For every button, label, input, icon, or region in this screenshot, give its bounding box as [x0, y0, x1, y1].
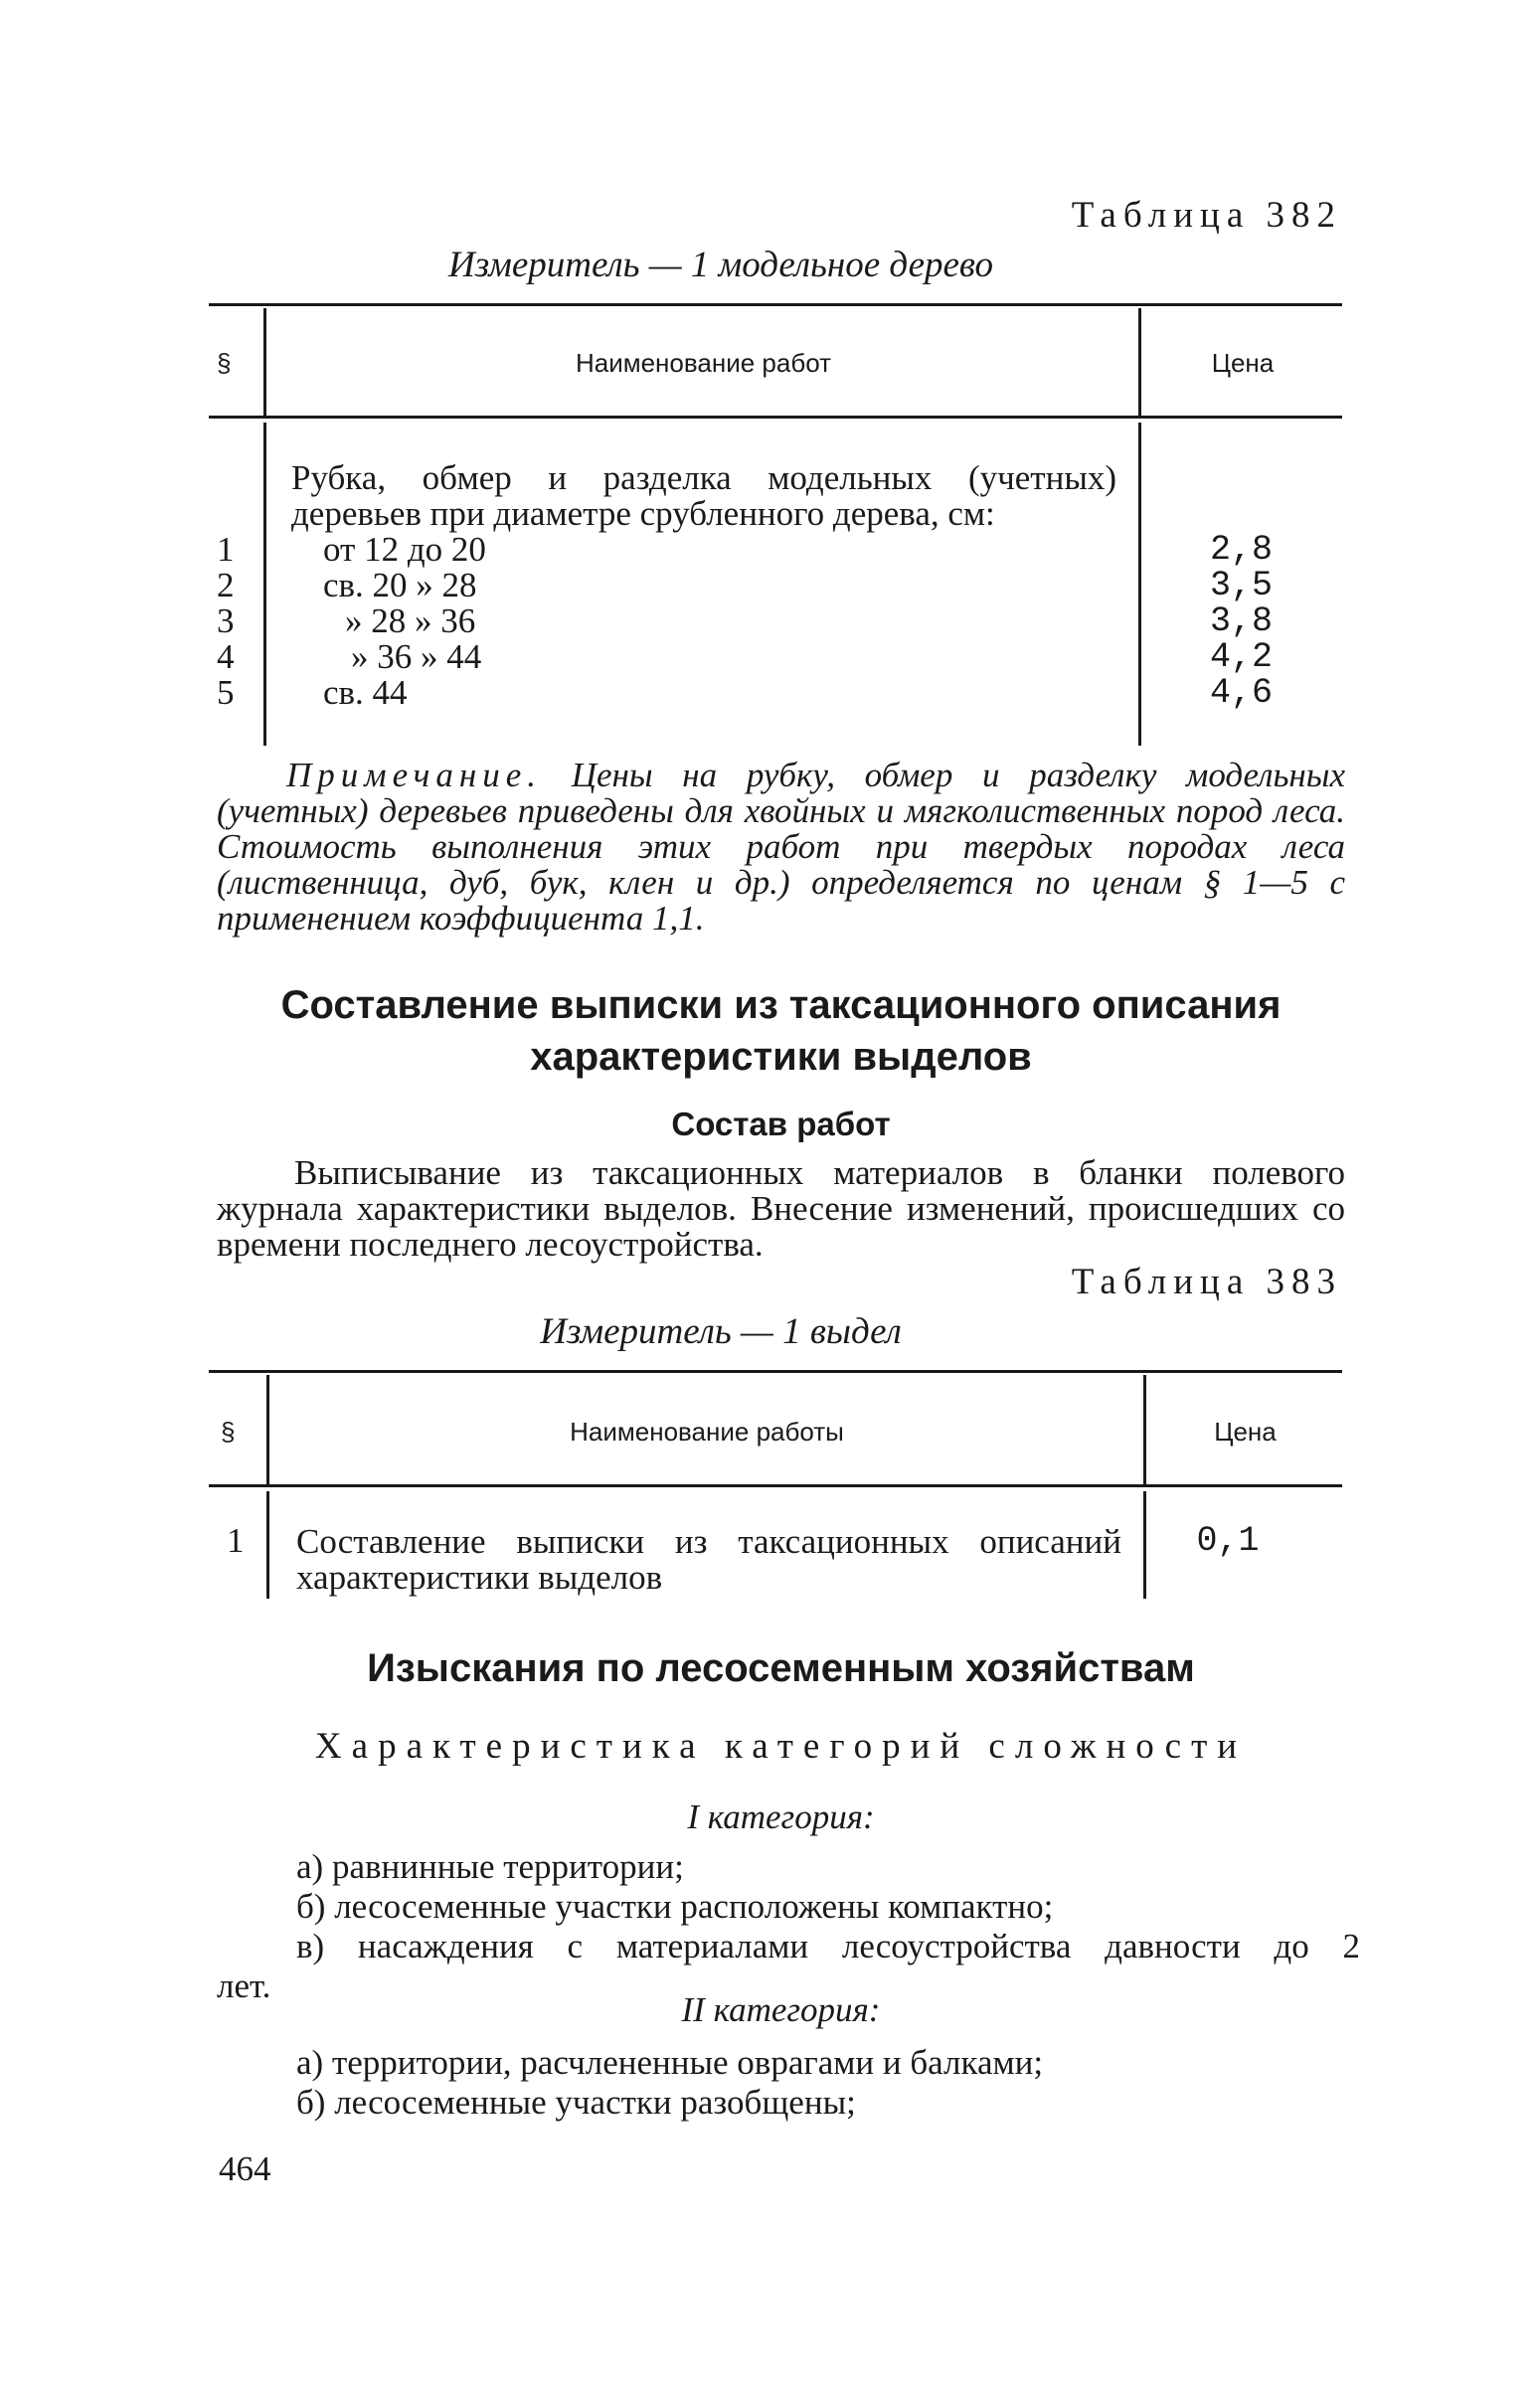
row-number: 4: [217, 637, 235, 676]
row-price: 4,6: [1209, 673, 1273, 713]
row-label: св. 20 » 28: [323, 566, 477, 604]
section-subtitle: Характеристика категорий сложности: [314, 1726, 1248, 1767]
intro-line: деревьев при диаметре срубленного дерева, см:: [291, 494, 995, 533]
header-name: Наименование работ: [575, 348, 832, 378]
row-number: 1: [217, 530, 235, 569]
col-divider: [1138, 423, 1141, 746]
col-divider: [1143, 1375, 1146, 1484]
table-intro: [291, 460, 1116, 532]
category-title: II категория:: [681, 1990, 881, 2029]
row-label-line: Составление выписки из таксационных описаний: [296, 1522, 1121, 1561]
section-text: Выписывание из таксационных материалов в бланки полевого журнала характеристики выделов. Внесение изменений, происшедших со времени последнего лесоустройства.: [217, 1153, 1345, 1264]
note-text: Цены на рубку, обмер и разделку модельных (учетных) деревьев приведены для хвойных и мягколиственных пород леса. Стоимость выполнения этих работ при твердых породах леса (лиственница, дуб, бук, клен и др.) определяется по ценам § 1—5 с применением коэффициента 1,1.: [217, 756, 1345, 938]
table-top-rule: [209, 1370, 1342, 1373]
row-labels: [323, 532, 820, 711]
category-title: I категория:: [687, 1797, 875, 1836]
row-number: 1: [227, 1521, 245, 1560]
row-number: 5: [217, 673, 235, 712]
row-label: » 36 » 44: [351, 637, 482, 676]
category-list: [296, 1847, 1360, 1966]
col-divider: [266, 1491, 269, 1599]
category-list: [296, 2043, 1360, 2123]
header-section: §: [217, 348, 232, 378]
section-heading: [217, 979, 1345, 1083]
section-subheading: Состав работ: [671, 1106, 891, 1142]
page-number: 464: [219, 2149, 271, 2188]
col-divider: [263, 308, 266, 416]
list-item: а) равнинные территории;: [296, 1847, 684, 1886]
header-name: Наименование работы: [570, 1417, 844, 1447]
table-measure-383: Измеритель — 1 выдел: [540, 1311, 902, 1352]
heading-line: Составление выписки из таксационного описания: [280, 983, 1282, 1027]
row-label: [296, 1524, 1121, 1596]
header-price: Цена: [1211, 348, 1275, 378]
row-number: 2: [217, 566, 235, 604]
table-caption-383: Таблица 383: [1071, 1262, 1342, 1302]
table-caption-382: Таблица 382: [1071, 195, 1342, 236]
list-item-tail: лет.: [217, 1966, 271, 2005]
col-divider: [1143, 1491, 1146, 1599]
col-divider: [263, 423, 266, 746]
col-divider: [266, 1375, 269, 1484]
row-price: 0,1: [1196, 1521, 1260, 1561]
table-header-rule: [209, 1484, 1342, 1487]
table-measure-382: Измеритель — 1 модельное дерево: [448, 245, 993, 285]
table-top-rule: [209, 303, 1342, 306]
row-label: » 28 » 36: [345, 601, 476, 640]
row-price: 4,2: [1209, 637, 1273, 677]
row-price: 3,8: [1209, 601, 1273, 641]
row-prices: [1153, 532, 1273, 711]
table-header-rule: [209, 416, 1342, 419]
list-item: в) насаждения с материалами лесоустройства давности до 2: [296, 1927, 1360, 1965]
heading-line: характеристики выделов: [530, 1035, 1032, 1079]
row-number: 3: [217, 601, 235, 640]
row-price: 3,5: [1209, 566, 1273, 605]
row-label: св. 44: [323, 673, 408, 712]
col-divider: [1138, 308, 1141, 416]
header-price: Цена: [1214, 1417, 1277, 1447]
list-item: а) территории, расчлененные оврагами и балками;: [296, 2043, 1044, 2082]
intro-line: Рубка, обмер и разделка модельных (учетных): [291, 458, 1116, 497]
list-item: б) лесосеменные участки разобщены;: [296, 2083, 856, 2122]
row-label-line: характеристики выделов: [296, 1558, 663, 1597]
row-price: 2,8: [1209, 530, 1273, 570]
row-label: от 12 до 20: [323, 530, 486, 569]
section-heading: Изыскания по лесосеменным хозяйствам: [367, 1646, 1195, 1690]
header-section: §: [221, 1417, 236, 1447]
note-label: Примечание.: [286, 756, 543, 794]
table-note: [217, 758, 1345, 937]
list-item: б) лесосеменные участки расположены компактно;: [296, 1887, 1054, 1926]
row-numbers: [217, 532, 257, 711]
